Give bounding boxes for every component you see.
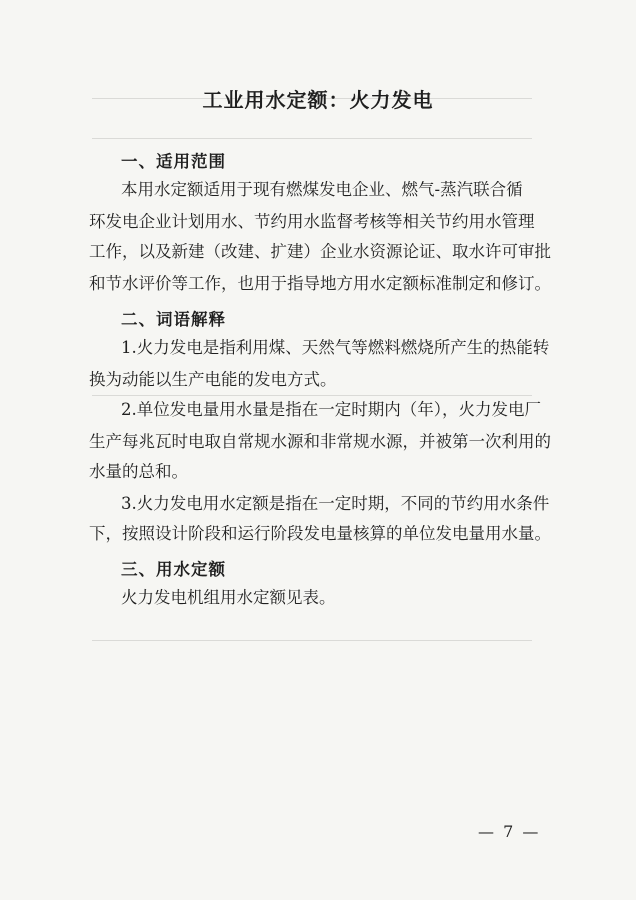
page-number: — 7 — xyxy=(478,822,541,841)
paragraph-line: 和节水评价等工作，也用于指导地方用水定额标准制定和修订。 xyxy=(89,274,551,293)
paragraph-line: 1.火力发电是指利用煤、天然气等燃料燃烧所产生的热能转 xyxy=(121,338,550,357)
section-heading-scope: 一、适用范围 xyxy=(121,152,226,171)
section-heading-quota: 三、用水定额 xyxy=(121,560,226,579)
document-title: 工业用水定额：火力发电 xyxy=(202,88,434,112)
paragraph-line: 3.火力发电用水定额是指在一定时期，不同的节约用水条件 xyxy=(121,494,550,513)
paragraph-line: 环发电企业计划用水、节约用水监督考核等相关节约用水管理 xyxy=(89,212,535,231)
paragraph-line: 换为动能以生产电能的发电方式。 xyxy=(89,370,337,389)
bleed-through-rule xyxy=(92,138,532,139)
paragraph-line: 2.单位发电量用水量是指在一定时期内（年），火力发电厂 xyxy=(121,400,541,419)
section-heading-definitions: 二、词语解释 xyxy=(121,310,226,329)
bleed-through-rule xyxy=(92,640,532,641)
bleed-through-rule xyxy=(92,395,532,396)
paragraph-line: 工作，以及新建（改建、扩建）企业水资源论证、取水许可审批 xyxy=(89,242,551,261)
paragraph-line: 水量的总和。 xyxy=(89,462,188,481)
paragraph-line: 生产每兆瓦时电取自常规水源和非常规水源，并被第一次利用的 xyxy=(89,432,551,451)
paragraph-line: 本用水定额适用于现有燃煤发电企业、燃气-蒸汽联合循 xyxy=(121,180,523,199)
paragraph-line: 下，按照设计阶段和运行阶段发电量核算的单位发电量用水量。 xyxy=(89,524,551,543)
paragraph-line: 火力发电机组用水定额见表。 xyxy=(121,588,336,607)
